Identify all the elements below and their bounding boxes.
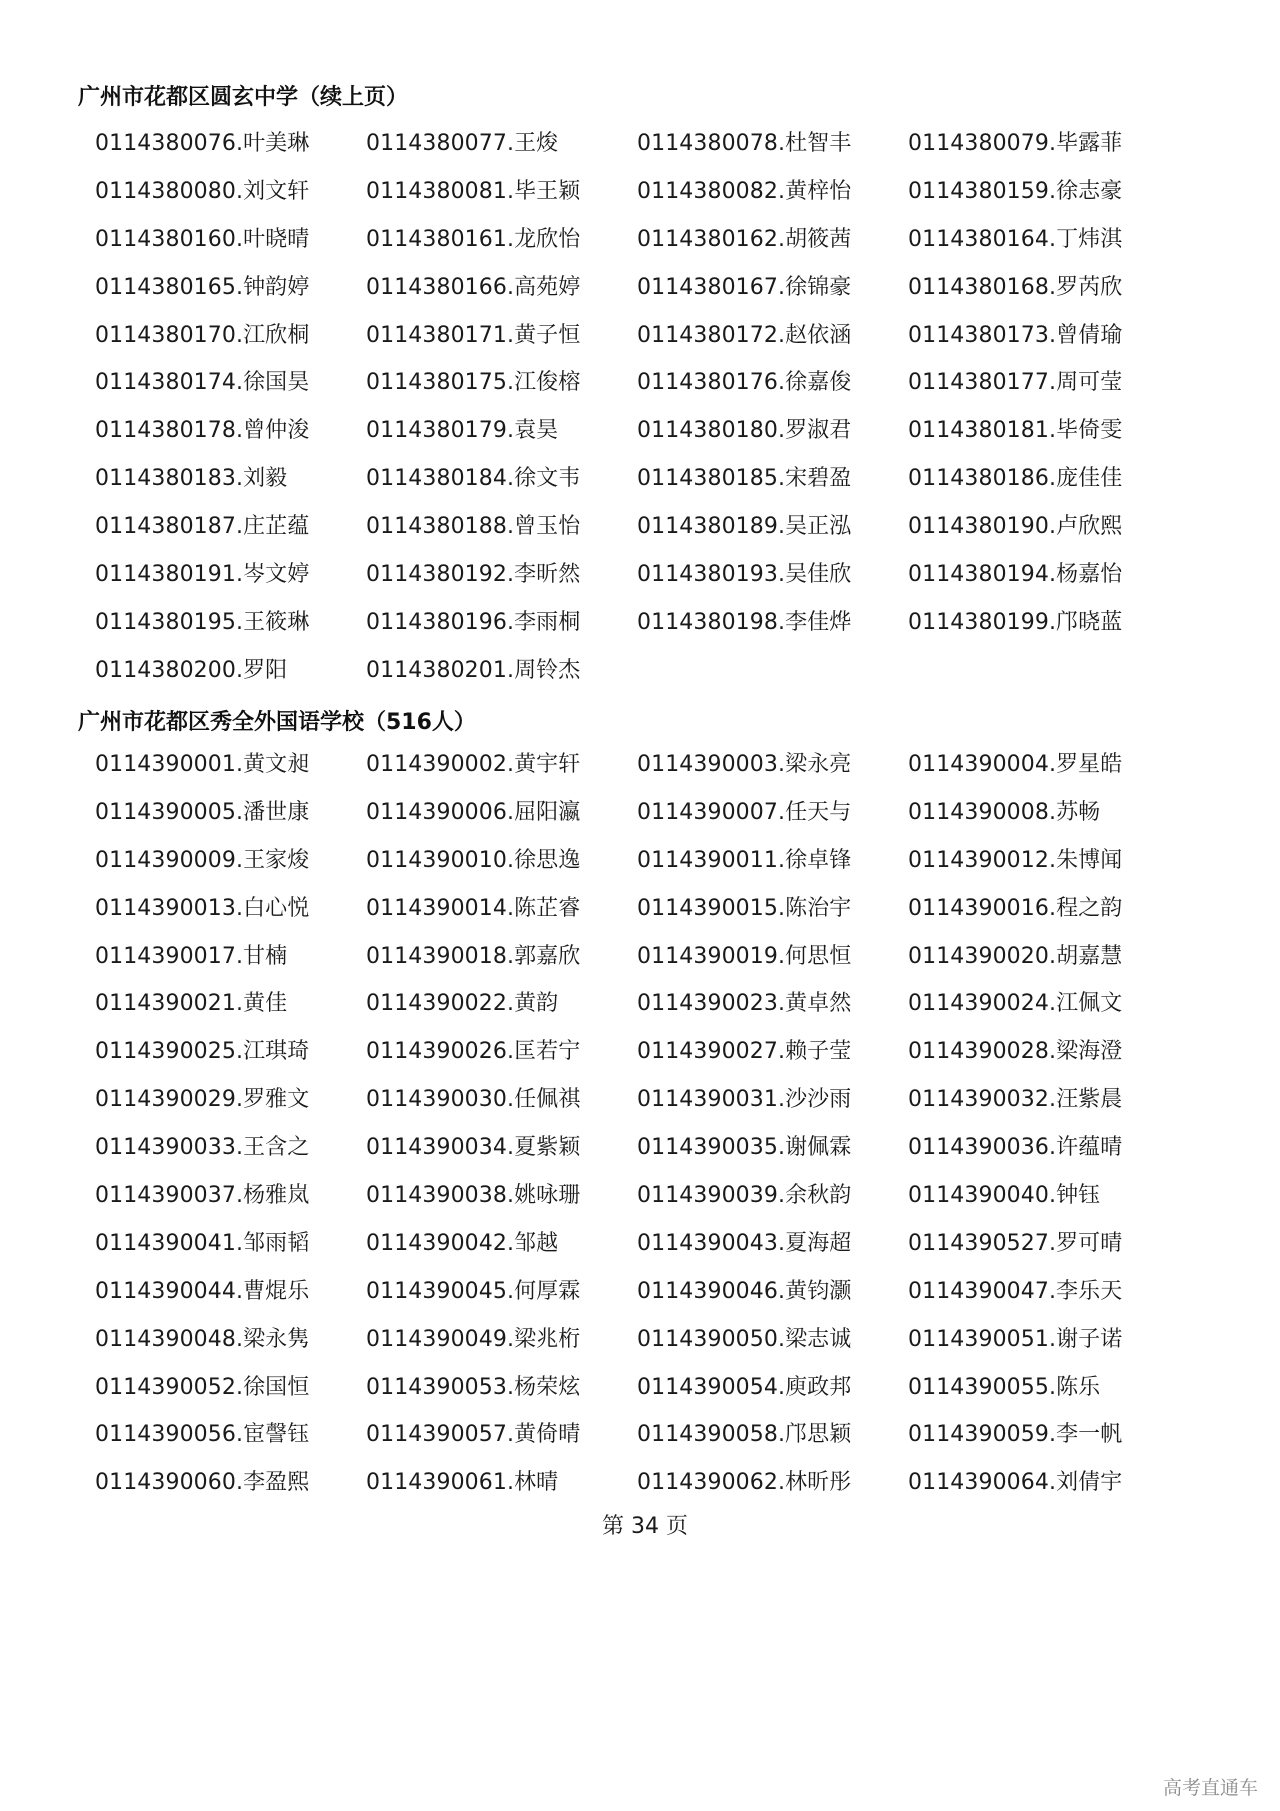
student-entry: 0114390026.匡若宁	[366, 1039, 581, 1065]
student-entry: 0114390061.林晴	[366, 1470, 559, 1496]
student-entry: 0114380181.毕倚雯	[908, 418, 1123, 444]
student-entry: 0114390038.姚咏珊	[366, 1183, 581, 1209]
student-entry: 0114380193.吴佳欣	[637, 562, 852, 588]
student-entry: 0114390043.夏海超	[637, 1230, 852, 1256]
student-entry: 0114390064.刘倩宇	[908, 1470, 1123, 1496]
student-entry: 0114390040.钟钰	[908, 1183, 1101, 1209]
student-entry: 0114380176.徐嘉俊	[637, 370, 852, 396]
student-entry: 0114390047.李乐天	[908, 1278, 1123, 1304]
student-entry: 0114390527.罗可晴	[908, 1230, 1123, 1256]
student-entry: 0114390059.李一帆	[908, 1422, 1123, 1448]
student-entry: 0114390011.徐卓锋	[637, 847, 852, 873]
student-entry: 0114380174.徐国昊	[95, 370, 310, 396]
student-entry: 0114390050.梁志诚	[637, 1326, 852, 1352]
watermark: 高考直通车	[1162, 1777, 1258, 1799]
student-entry: 0114390039.余秋韵	[637, 1183, 852, 1209]
student-entry: 0114390036.许蕴晴	[908, 1135, 1123, 1161]
student-entry: 0114390035.谢佩霖	[637, 1135, 852, 1161]
student-entry: 0114380080.刘文轩	[95, 178, 310, 204]
student-entry: 0114380199.邝晓蓝	[908, 609, 1123, 635]
student-entry: 0114390003.梁永亮	[637, 752, 852, 777]
student-entry: 0114390051.谢子诺	[908, 1326, 1123, 1352]
student-entry: 0114390012.朱博闻	[908, 847, 1123, 873]
student-entry: 0114390049.梁兆桁	[366, 1326, 581, 1352]
student-entry: 0114380159.徐志豪	[908, 178, 1123, 204]
student-entry: 0114380195.王筱琳	[95, 609, 310, 635]
student-entry: 0114390007.任天与	[637, 799, 852, 825]
student-entry: 0114380200.罗阳	[95, 657, 288, 683]
student-entry: 0114380175.江俊榕	[366, 370, 581, 396]
page-number: 第 34 页	[602, 1514, 688, 1539]
student-entry: 0114380167.徐锦豪	[637, 274, 852, 300]
student-entry: 0114390062.林昕彤	[637, 1470, 852, 1496]
student-entry: 0114390031.沙沙雨	[637, 1087, 852, 1113]
student-entry: 0114380190.卢欣熙	[908, 514, 1123, 540]
section-heading: 广州市花都区秀全外国语学校（516人）	[78, 710, 476, 735]
student-entry: 0114380166.高苑婷	[366, 274, 581, 300]
student-entry: 0114380201.周铃杰	[366, 657, 581, 683]
student-entry: 0114390025.江琪琦	[95, 1039, 310, 1065]
student-entry: 0114390048.梁永隽	[95, 1326, 310, 1352]
student-entry: 0114390045.何厚霖	[366, 1278, 581, 1304]
student-entry: 0114390006.屈阳瀛	[366, 799, 581, 825]
student-entry: 0114380161.龙欣怡	[366, 226, 581, 252]
student-entry: 0114380185.宋碧盈	[637, 466, 852, 492]
student-entry: 0114390010.徐思逸	[366, 847, 581, 873]
student-list	[0, 120, 1280, 695]
student-entry: 0114380186.庞佳佳	[908, 466, 1123, 492]
student-entry: 0114380079.毕露菲	[908, 131, 1123, 156]
student-entry: 0114380077.王焌	[366, 131, 559, 156]
student-entry: 0114390052.徐国恒	[95, 1374, 310, 1400]
student-entry: 0114390014.陈芷睿	[366, 895, 581, 921]
student-entry: 0114380184.徐文韦	[366, 466, 581, 492]
student-entry: 0114390041.邹雨韬	[95, 1230, 310, 1256]
student-entry: 0114390042.邹越	[366, 1230, 559, 1256]
student-entry: 0114380189.吴正泓	[637, 514, 852, 540]
student-entry: 0114390027.赖子莹	[637, 1039, 852, 1065]
student-entry: 0114380198.李佳烨	[637, 609, 852, 635]
student-entry: 0114390029.罗雅文	[95, 1087, 310, 1113]
student-entry: 0114380178.曾仲浚	[95, 418, 310, 444]
student-entry: 0114390057.黄倚晴	[366, 1422, 581, 1448]
student-entry: 0114390054.庾政邦	[637, 1374, 852, 1400]
student-entry: 0114390009.王家焌	[95, 847, 310, 873]
student-entry: 0114380180.罗淑君	[637, 418, 852, 444]
student-entry: 0114390060.李盈熙	[95, 1470, 310, 1496]
student-entry: 0114380078.杜智丰	[637, 131, 852, 156]
school-section-yuanxuan	[0, 80, 1280, 695]
student-entry: 0114390028.梁海澄	[908, 1039, 1123, 1065]
school-section-xiuquan	[0, 705, 1280, 1507]
student-entry: 0114380170.江欣桐	[95, 322, 310, 348]
student-entry: 0114390033.王含之	[95, 1135, 310, 1161]
student-entry: 0114380082.黄梓怡	[637, 178, 852, 204]
student-entry: 0114390022.黄韵	[366, 991, 559, 1017]
student-entry: 0114390030.任佩祺	[366, 1087, 581, 1113]
student-entry: 0114390016.程之韵	[908, 895, 1123, 921]
student-entry: 0114390024.江佩文	[908, 991, 1123, 1017]
student-entry: 0114380164.丁炜淇	[908, 226, 1123, 252]
student-entry: 0114390044.曹焜乐	[95, 1278, 310, 1304]
student-entry: 0114390015.陈治宇	[637, 895, 852, 921]
student-entry: 0114380076.叶美琳	[95, 131, 310, 156]
student-entry: 0114390020.胡嘉慧	[908, 943, 1123, 969]
student-entry: 0114380179.袁昊	[366, 418, 559, 444]
student-entry: 0114380165.钟韵婷	[95, 274, 310, 300]
student-entry: 0114390056.宦謦钰	[95, 1422, 310, 1448]
student-entry: 0114390017.甘楠	[95, 943, 288, 969]
student-entry: 0114380188.曾玉怡	[366, 514, 581, 540]
student-entry: 0114380081.毕王颖	[366, 178, 581, 204]
student-entry: 0114380192.李昕然	[366, 562, 581, 588]
student-entry: 0114380172.赵依涵	[637, 322, 852, 348]
student-entry: 0114380168.罗芮欣	[908, 274, 1123, 300]
student-entry: 0114380183.刘毅	[95, 466, 288, 492]
student-entry: 0114390013.白心悦	[95, 895, 310, 921]
student-entry: 0114390004.罗星皓	[908, 752, 1123, 777]
student-entry: 0114380196.李雨桐	[366, 609, 581, 635]
student-entry: 0114390021.黄佳	[95, 991, 288, 1017]
student-entry: 0114380171.黄子恒	[366, 322, 581, 348]
student-entry: 0114380187.庄芷蕴	[95, 514, 310, 540]
student-entry: 0114390005.潘世康	[95, 799, 310, 825]
student-entry: 0114380160.叶晓晴	[95, 226, 310, 252]
student-entry: 0114390008.苏畅	[908, 799, 1101, 825]
student-entry: 0114390002.黄宇轩	[366, 752, 581, 777]
student-entry: 0114390037.杨雅岚	[95, 1183, 310, 1209]
student-entry: 0114390055.陈乐	[908, 1374, 1101, 1400]
student-entry: 0114380173.曾倩瑜	[908, 322, 1123, 348]
student-entry: 0114390058.邝思颖	[637, 1422, 852, 1448]
student-entry: 0114390023.黄卓然	[637, 991, 852, 1017]
student-entry: 0114390032.汪紫晨	[908, 1087, 1123, 1113]
student-entry: 0114380177.周可莹	[908, 370, 1123, 396]
student-entry: 0114390018.郭嘉欣	[366, 943, 581, 969]
student-entry: 0114380194.杨嘉怡	[908, 562, 1123, 588]
student-list	[0, 741, 1280, 1507]
student-entry: 0114380191.岑文婷	[95, 562, 310, 588]
student-entry: 0114390034.夏紫颖	[366, 1135, 581, 1161]
student-entry: 0114390046.黄钧灏	[637, 1278, 852, 1304]
section-heading: 广州市花都区圆玄中学（续上页）	[78, 85, 409, 110]
student-entry: 0114390019.何思恒	[637, 943, 852, 969]
student-entry: 0114390053.杨荣炫	[366, 1374, 581, 1400]
student-entry: 0114390001.黄文昶	[95, 752, 310, 777]
student-entry: 0114380162.胡筱茜	[637, 226, 852, 252]
